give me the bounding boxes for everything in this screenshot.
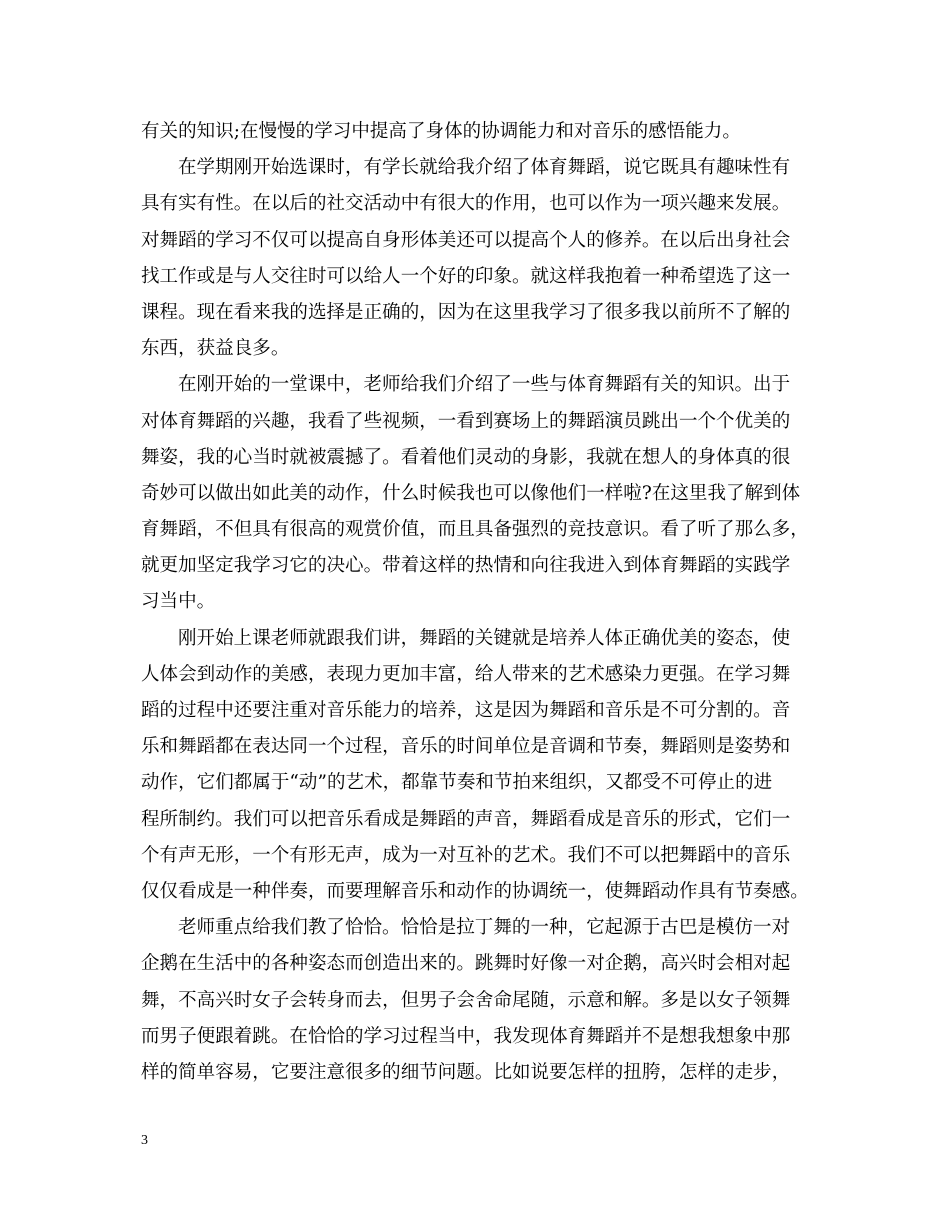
text-line: 动作，它们都属于“动”的艺术，都靠节奏和节拍来组织，又都受不可停止的进: [141, 772, 773, 794]
paragraph-first-line: 在学期刚开始选课时，有学长就给我介绍了体育舞蹈，说它既具有趣味性有: [178, 157, 791, 179]
text-line: 有关的知识;在慢慢的学习中提高了身体的协调能力和对音乐的感悟能力。: [141, 121, 741, 142]
page-number: 3: [141, 1133, 148, 1148]
text-line: 课程。现在看来我的选择是正确的，因为在这里我学习了很多我以前所不了解的: [141, 301, 791, 323]
text-line: 奇妙可以做出如此美的动作，什么时候我也可以像他们一样啦?在这里我了解到体: [141, 482, 801, 504]
text-line: 舞姿，我的心当时就被震撼了。看着他们灵动的身影，我就在想人的身体真的很: [141, 446, 791, 468]
text-line: 育舞蹈，不但具有很高的观赏价值，而且具备强烈的竞技意识。看了听了那么多，: [141, 519, 809, 541]
text-line: 仅仅看成是一种伴奏，而要理解音乐和动作的协调统一，使舞蹈动作具有节奏感。: [141, 880, 809, 902]
paragraph-first-line: 刚开始上课老师就跟我们讲，舞蹈的关键就是培养人体正确优美的姿态，使: [178, 627, 791, 649]
text-line: 找工作或是与人交往时可以给人一个好的印象。就这样我抱着一种希望选了这一: [141, 265, 791, 287]
text-line: 对舞蹈的学习不仅可以提高自身形体美还可以提高个人的修养。在以后出身社会: [141, 229, 791, 251]
text-line: 个有声无形，一个有形无声，成为一对互补的艺术。我们不可以把舞蹈中的音乐: [141, 844, 791, 866]
paragraph-first-line: 老师重点给我们教了恰恰。恰恰是拉丁舞的一种，它起源于古巴是模仿一对: [178, 917, 791, 939]
text-line: 乐和舞蹈都在表达同一个过程，音乐的时间单位是音调和节奏，舞蹈则是姿势和: [141, 736, 791, 758]
document-body: [141, 114, 813, 1091]
text-line: 舞，不高兴时女子会转身而去，但男子会舍命尾随，示意和解。多是以女子领舞: [141, 989, 791, 1011]
text-line: 就更加坚定我学习它的决心。带着这样的热情和向往我进入到体育舞蹈的实践学: [141, 555, 791, 577]
text-line: 习当中。: [141, 591, 216, 613]
text-line: 东西，获益良多。: [141, 338, 290, 360]
text-line: 而男子便跟着跳。在恰恰的学习过程当中，我发现体育舞蹈并不是想我想象中那: [141, 1025, 791, 1047]
text-line: 蹈的过程中还要注重对音乐能力的培养，这是因为舞蹈和音乐是不可分割的。音: [141, 700, 791, 721]
text-line: 企鹅在生活中的各种姿态而创造出来的。跳舞时好像一对企鹅，高兴时会相对起: [141, 953, 791, 975]
text-line: 对体育舞蹈的兴趣，我看了些视频，一看到赛场上的舞蹈演员跳出一个个优美的: [141, 410, 791, 432]
text-line: 程所制约。我们可以把音乐看成是舞蹈的声音，舞蹈看成是音乐的形式，它们一: [141, 808, 791, 830]
text-line: 样的简单容易，它要注意很多的细节问题。比如说要怎样的扭胯，怎样的走步，: [141, 1061, 791, 1083]
text-line: 人体会到动作的美感，表现力更加丰富，给人带来的艺术感染力更强。在学习舞: [141, 663, 791, 685]
text-line: 具有实有性。在以后的社交活动中有很大的作用，也可以作为一项兴趣来发展。: [141, 193, 791, 215]
paragraph-first-line: 在刚开始的一堂课中，老师给我们介绍了一些与体育舞蹈有关的知识。出于: [178, 374, 791, 396]
